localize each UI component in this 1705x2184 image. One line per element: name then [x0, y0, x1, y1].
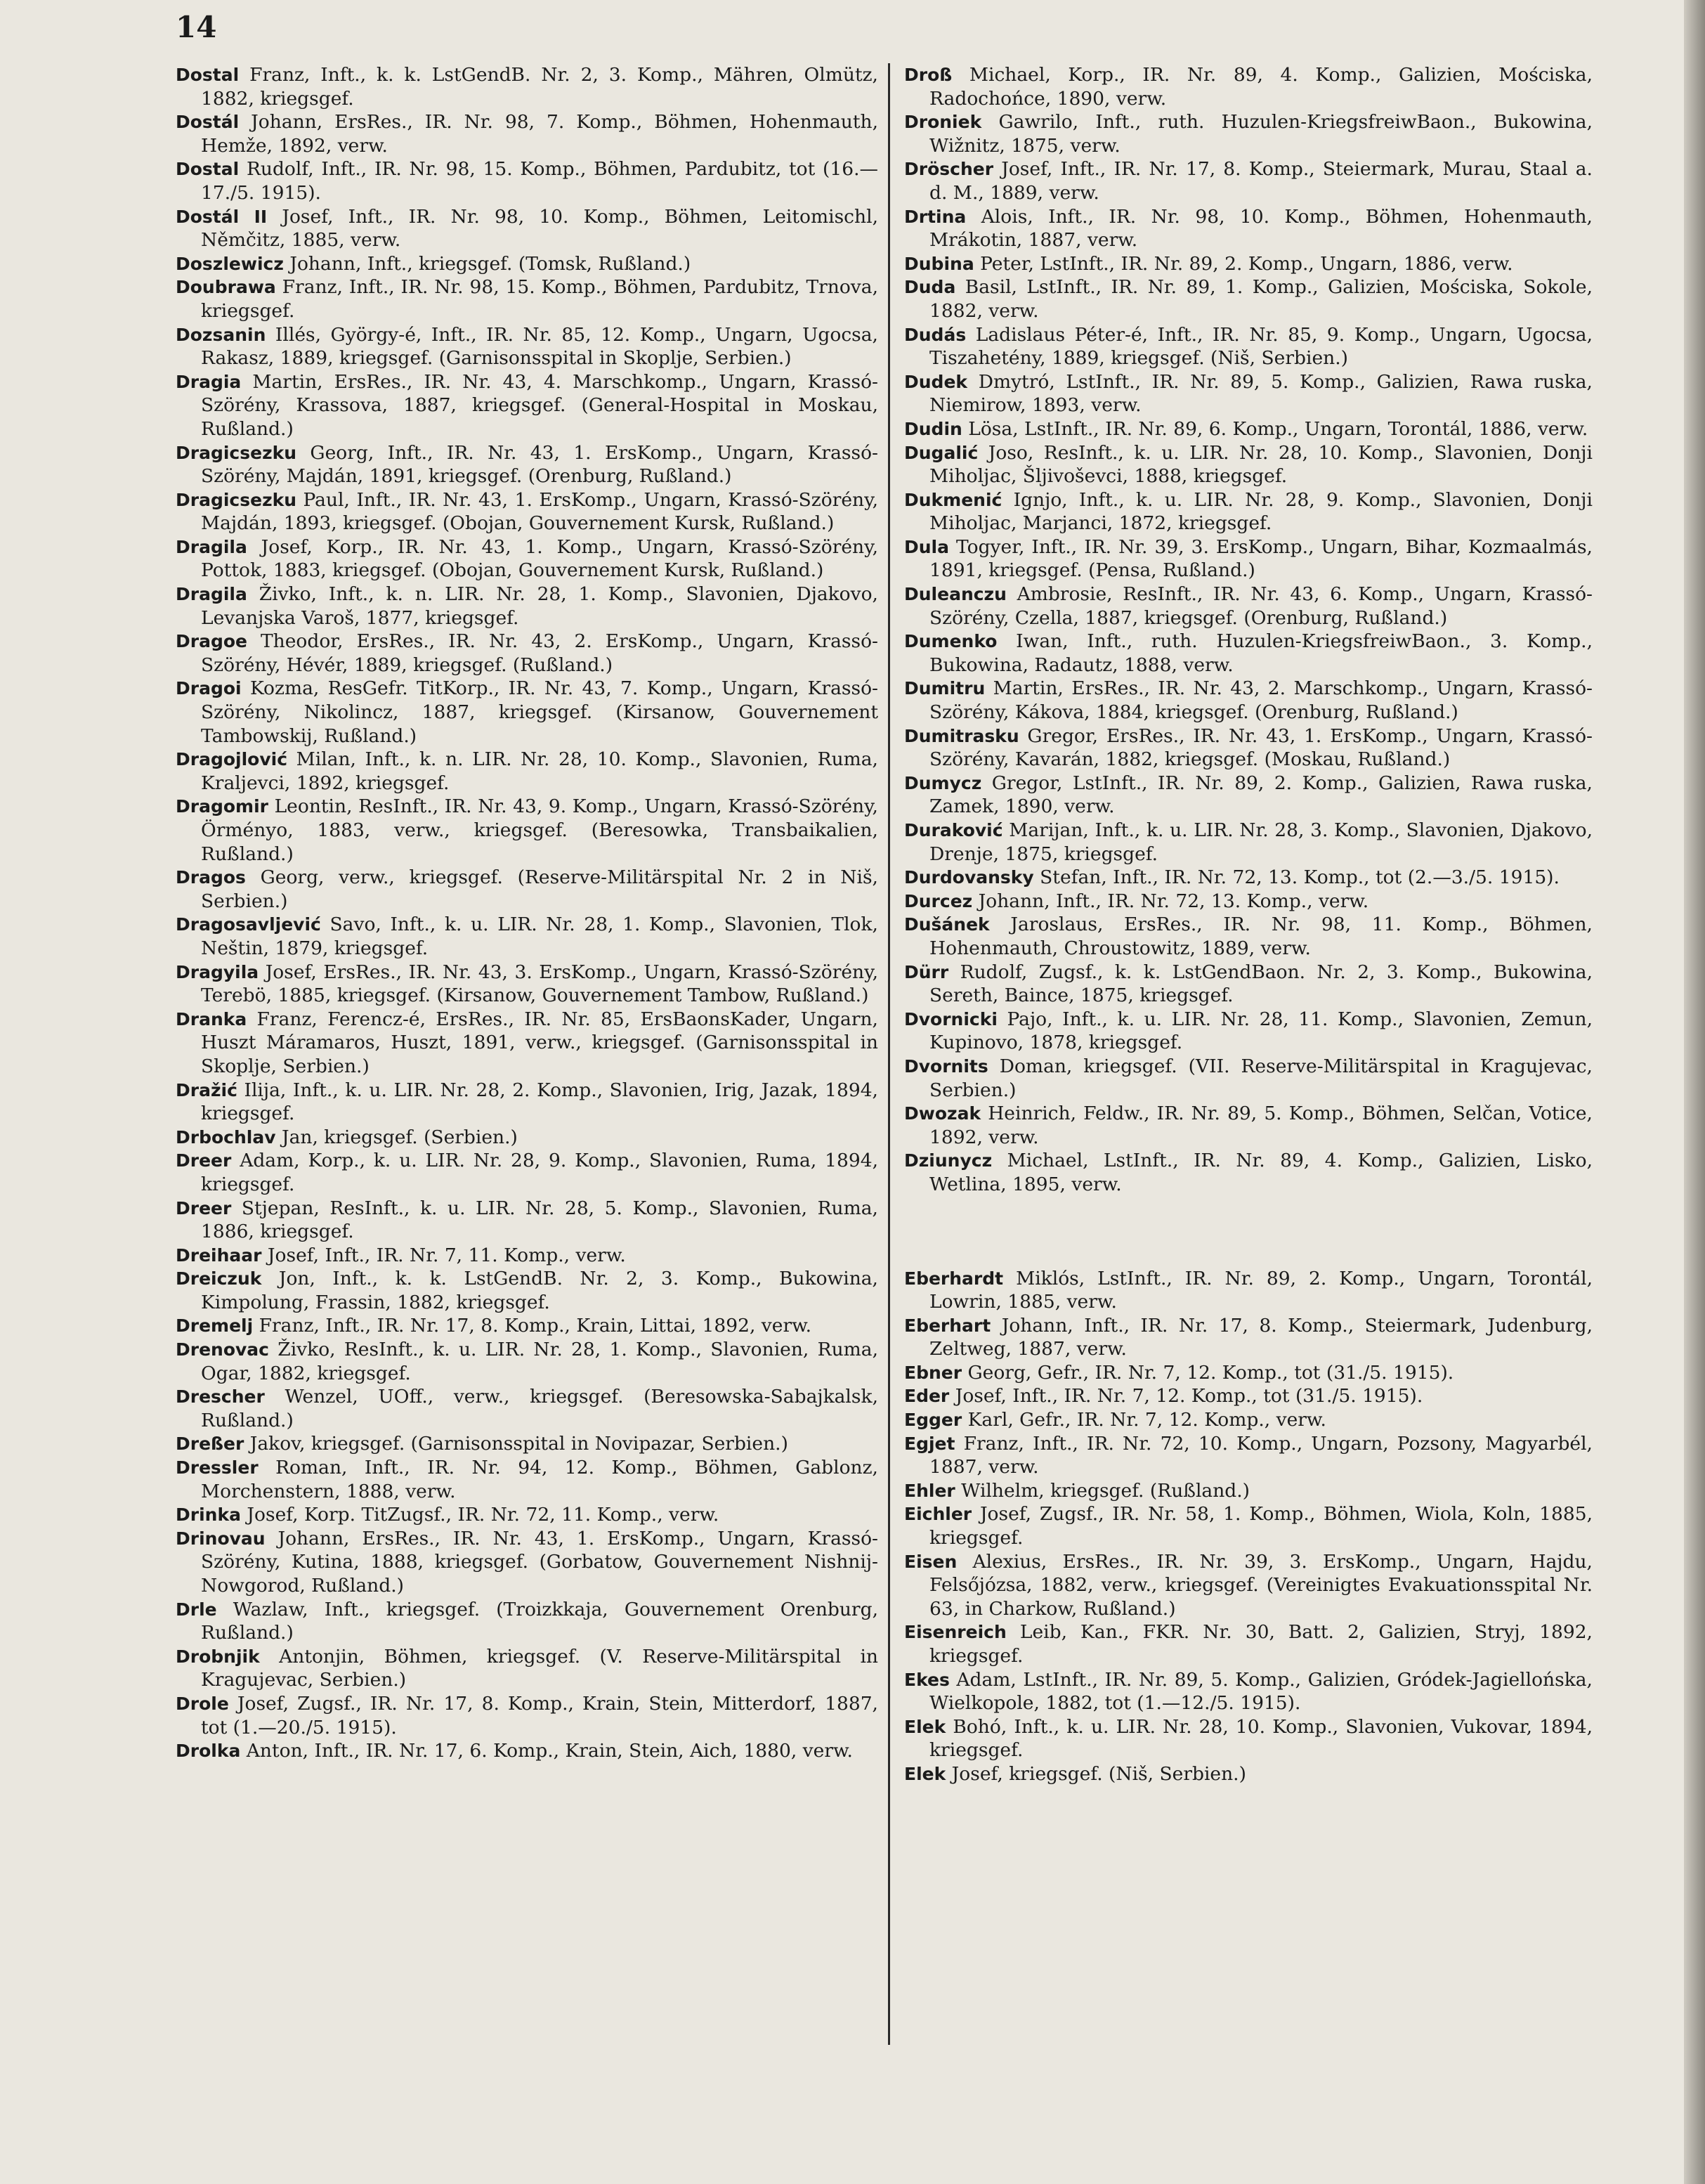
entry-details: Wazlaw, Inft., kriegsgef. (Troizkkaja, Gouvernement Orenburg, Rußland.) [201, 1598, 878, 1644]
entry-surname: Dranka [176, 1008, 247, 1029]
right-column-d-entries [904, 63, 1593, 1197]
entry-surname: Drinka [176, 1504, 241, 1526]
register-entry [904, 110, 1593, 157]
entry-details: Živko, Inft., k. n. LIR. Nr. 28, 1. Komp., Slavonien, Djakovo, Levanjska Varoš, 1877, kriegsgef. [201, 583, 878, 629]
register-entry [176, 1527, 878, 1598]
register-entry [176, 323, 878, 370]
entry-surname: Eisen [904, 1551, 958, 1572]
register-entry [176, 1385, 878, 1432]
entry-details: Franz, Ferencz-é, ErsRes., IR. Nr. 85, ErsBaonsKader, Ungarn, Huszt Máramaros, Huszt, 1891, verw., kriegsgef. (Garnisonsspital in Skoplje, Serbien.) [201, 1008, 878, 1077]
entry-details: Karl, Gefr., IR. Nr. 7, 12. Komp., verw. [967, 1409, 1326, 1431]
register-entry [176, 1503, 878, 1527]
entry-details: Michael, Korp., IR. Nr. 89, 4. Komp., Galizien, Mościska, Radochońce, 1890, verw. [929, 64, 1593, 110]
register-entry [904, 772, 1593, 819]
entry-details: Johann, Inft., IR. Nr. 17, 8. Komp., Steiermark, Judenburg, Zeltweg, 1887, verw. [929, 1314, 1593, 1360]
entry-details: Josef, kriegsgef. (Niš, Serbien.) [951, 1762, 1246, 1785]
entry-details: Dmytró, LstInft., IR. Nr. 89, 5. Komp., Galizien, Rawa ruska, Niemirow, 1893, verw. [929, 370, 1593, 417]
register-entry [904, 1055, 1593, 1102]
entry-details: Georg, Inft., IR. Nr. 43, 1. ErsKomp., Ungarn, Krassó-Szörény, Majdán, 1891, kriegsgef. (Orenburg, Rußland.) [201, 441, 878, 488]
entry-details: Antonjin, Böhmen, kriegsgef. (V. Reserve-Militärspital in Kragujevac, Serbien.) [201, 1645, 878, 1691]
entry-surname: Dragia [176, 371, 242, 392]
register-entry [176, 748, 878, 795]
entry-details: Leontin, ResInft., IR. Nr. 43, 9. Komp., Ungarn, Krassó-Szörény, Örményo, 1883, verw., kriegsgef. (Beresowka, Transbaikalien, Rußland.) [201, 795, 878, 865]
entry-surname: Dudás [904, 324, 967, 345]
register-entry [904, 583, 1593, 630]
entry-details: Georg, verw., kriegsgef. (Reserve-Militärspital Nr. 2 in Niš, Serbien.) [201, 866, 878, 912]
entry-details: Ilija, Inft., k. u. LIR. Nr. 28, 2. Komp., Slavonien, Irig, Jazak, 1894, kriegsgef. [201, 1079, 878, 1125]
entry-details: Illés, György-é, Inft., IR. Nr. 85, 12. Komp., Ungarn, Ugocsa, Rakasz, 1889, kriegsgef. (Garnisonsspital in Skoplje, Serbien.) [201, 323, 878, 370]
entry-details: Georg, Gefr., IR. Nr. 7, 12. Komp., tot (31./5. 1915). [967, 1361, 1454, 1384]
register-entry [904, 1361, 1593, 1385]
entry-details: Leib, Kan., FKR. Nr. 30, Batt. 2, Galizien, Stryj, 1892, kriegsgef. [929, 1621, 1593, 1667]
entry-details: Josef, Korp. TitZugsf., IR. Nr. 72, 11. Komp., verw. [247, 1504, 719, 1526]
entry-surname: Dziunycz [904, 1150, 993, 1171]
register-entry [176, 913, 878, 960]
entry-details: Basil, LstInft., IR. Nr. 89, 1. Komp., Galizien, Mościska, Sokole, 1882, verw. [929, 276, 1593, 322]
entry-details: Wilhelm, kriegsgef. (Rußland.) [961, 1479, 1250, 1502]
entry-details: Johann, Inft., kriegsgef. (Tomsk, Rußland.) [289, 252, 691, 275]
register-entry [904, 323, 1593, 370]
register-entry [176, 677, 878, 748]
entry-surname: Drbochlav [176, 1126, 276, 1148]
entry-details: Franz, Inft., k. k. LstGendB. Nr. 2, 3. Komp., Mähren, Olmütz, 1882, kriegsgef. [201, 64, 878, 110]
entry-surname: Dragomir [176, 796, 268, 817]
entry-surname: Dumenko [904, 631, 998, 652]
register-entry [176, 1244, 878, 1268]
entry-surname: Dreßer [176, 1434, 244, 1455]
entry-details: Bohó, Inft., k. u. LIR. Nr. 28, 10. Komp., Slavonien, Vukovar, 1894, kriegsgef. [929, 1715, 1593, 1762]
register-entry [176, 1645, 878, 1692]
entry-surname: Dudek [904, 371, 968, 392]
entry-surname: Dragyila [176, 961, 259, 982]
entry-details: Josef, Zugsf., IR. Nr. 17, 8. Komp., Krain, Stein, Mitterdorf, 1887, tot (1.—20./5. 1915). [201, 1692, 878, 1738]
section-gap [904, 1197, 1593, 1267]
entry-surname: Dumitrasku [904, 725, 1019, 746]
register-entry [904, 1149, 1593, 1196]
entry-details: Martin, ErsRes., IR. Nr. 43, 4. Marschkomp., Ungarn, Krassó-Szörény, Krassova, 1887, kriegsgef. (General-Hospital in Moskau, Rußland.) [201, 370, 878, 440]
entry-details: Jaroslaus, ErsRes., IR. Nr. 98, 11. Komp., Böhmen, Hohenmauth, Chroustowitz, 1889, verw. [929, 914, 1593, 959]
entry-surname: Dumitru [904, 678, 986, 699]
entry-details: Wenzel, UOff., verw., kriegsgef. (Beresowska-Sabajkalsk, Rußland.) [201, 1386, 878, 1431]
register-entry [904, 157, 1593, 204]
register-entry [904, 441, 1593, 488]
entry-surname: Doubrawa [176, 277, 276, 298]
register-entry [176, 157, 878, 204]
entry-details: Milan, Inft., k. n. LIR. Nr. 28, 10. Komp., Slavonien, Ruma, Kraljevci, 1892, kriegsgef. [201, 748, 878, 794]
entry-surname: Dreer [176, 1197, 232, 1218]
entry-surname: Doszlewicz [176, 253, 284, 274]
entry-details: Joso, ResInft., k. u. LIR. Nr. 28, 10. Komp., Slavonien, Donji Miholjac, Šljivoševci, 1888, kriegsgef. [929, 441, 1593, 488]
entry-details: Josef, Inft., IR. Nr. 7, 11. Komp., verw. [267, 1244, 626, 1266]
entry-surname: Dragoi [176, 678, 242, 699]
entry-details: Adam, LstInft., IR. Nr. 89, 5. Komp., Galizien, Gródek-Jagiellońska, Wielkopole, 1882, tot (1.—12./5. 1915). [929, 1668, 1593, 1715]
register-entry [904, 866, 1593, 890]
register-entry [176, 1432, 878, 1456]
entry-details: Gregor, LstInft., IR. Nr. 89, 2. Komp., Galizien, Rawa ruska, Zamek, 1890, verw. [929, 772, 1593, 818]
entry-surname: Dugalić [904, 442, 979, 463]
register-entry [904, 1267, 1593, 1314]
register-entry [176, 441, 878, 488]
entry-surname: Dwozak [904, 1103, 981, 1124]
entry-surname: Duraković [904, 820, 1003, 840]
entry-surname: Dostál II [176, 206, 268, 227]
column-divider [888, 63, 890, 2045]
register-entry [176, 1197, 878, 1244]
entry-details: Johann, ErsRes., IR. Nr. 43, 1. ErsKomp., Ungarn, Krassó-Szörény, Kutina, 1888, kriegsgef. (Gorbatow, Gouvernement Nishnij-Nowgorod, Rußland.) [201, 1527, 878, 1597]
register-entry [176, 583, 878, 630]
entry-details: Miklós, LstInft., IR. Nr. 89, 2. Komp., Ungarn, Torontál, Lowrin, 1885, verw. [929, 1267, 1593, 1313]
entry-surname: Dukmenić [904, 489, 1002, 510]
register-entry [176, 1079, 878, 1126]
register-entry [904, 535, 1593, 583]
register-entry [904, 1479, 1593, 1503]
entry-surname: Droniek [904, 112, 982, 133]
entry-surname: Drle [176, 1599, 217, 1620]
entry-details: Jakov, kriegsgef. (Garnisonsspital in Novipazar, Serbien.) [249, 1433, 788, 1455]
entry-surname: Dušánek [904, 914, 990, 935]
entry-details: Martin, ErsRes., IR. Nr. 43, 2. Marschkomp., Ungarn, Krassó-Szörény, Kákova, 1884, kriegsgef. (Orenburg, Rußland.) [929, 677, 1593, 724]
register-entry [176, 1598, 878, 1645]
register-entry [904, 370, 1593, 417]
entry-surname: Eder [904, 1386, 950, 1407]
register-entry [904, 252, 1593, 276]
entry-surname: Dremelj [176, 1315, 254, 1337]
entry-details: Josef, ErsRes., IR. Nr. 43, 3. ErsKomp., Ungarn, Krassó-Szörény, Terebö, 1885, kriegsgef. (Kirsanow, Gouvernement Tambow, Rußland.) [201, 961, 878, 1007]
register-entry [904, 275, 1593, 323]
entry-details: Živko, ResInft., k. u. LIR. Nr. 28, 1. Komp., Slavonien, Ruma, Ogar, 1882, kriegsgef. [201, 1339, 878, 1384]
register-entry [176, 1008, 878, 1079]
right-column-e-entries [904, 1267, 1593, 1786]
entry-surname: Drole [176, 1693, 229, 1714]
register-entry [176, 488, 878, 535]
entry-details: Josef, Zugsf., IR. Nr. 58, 1. Komp., Böhmen, Wiola, Koln, 1885, kriegsgef. [929, 1503, 1593, 1549]
entry-surname: Dudin [904, 418, 962, 439]
entry-surname: Drtina [904, 206, 967, 227]
entry-surname: Dražić [176, 1079, 237, 1100]
entry-surname: Dürr [904, 961, 949, 982]
entry-details: Ambrosie, ResInft., IR. Nr. 43, 6. Komp., Ungarn, Krassó-Szörény, Czella, 1887, kriegsgef. (Orenburg, Rußland.) [929, 583, 1593, 629]
entry-surname: Durcez [904, 890, 973, 911]
entry-details: Rudolf, Zugsf., k. k. LstGendBaon. Nr. 2, 3. Komp., Bukowina, Sereth, Baince, 1875, kriegsgef. [929, 961, 1593, 1007]
register-entry [904, 63, 1593, 110]
register-entry [176, 1739, 878, 1763]
entry-surname: Ebner [904, 1362, 962, 1383]
register-entry [904, 1102, 1593, 1149]
entry-surname: Dragosavljević [176, 914, 321, 935]
entry-details: Josef, Inft., IR. Nr. 7, 12. Komp., tot (31./5. 1915). [955, 1385, 1423, 1408]
entry-details: Heinrich, Feldw., IR. Nr. 89, 5. Komp., Böhmen, Selčan, Votice, 1892, verw. [929, 1103, 1593, 1148]
register-entry [904, 1384, 1593, 1408]
entry-surname: Dozsanin [176, 324, 266, 345]
entry-details: Marijan, Inft., k. u. LIR. Nr. 28, 3. Komp., Slavonien, Djakovo, Drenje, 1875, kriegsgef. [929, 819, 1593, 865]
register-entry [904, 417, 1593, 441]
entry-surname: Dragicsezku [176, 442, 297, 463]
entry-surname: Dvornicki [904, 1008, 998, 1029]
entry-details: Ignjo, Inft., k. u. LIR. Nr. 28, 9. Komp., Slavonien, Donji Miholjac, Marjanci, 1872, kriegsgef. [929, 488, 1593, 535]
entry-surname: Dressler [176, 1457, 259, 1478]
register-entry [904, 1432, 1593, 1479]
entry-surname: Dostál [176, 112, 240, 133]
entry-surname: Dostal [176, 65, 240, 85]
register-entry [176, 630, 878, 677]
register-entry [904, 488, 1593, 535]
register-entry [176, 961, 878, 1008]
page-number: 14 [176, 10, 217, 44]
register-entry [176, 1267, 878, 1314]
entry-details: Franz, Inft., IR. Nr. 72, 10. Komp., Ungarn, Pozsony, Magyarbél, 1887, verw. [929, 1432, 1593, 1478]
entry-surname: Duda [904, 277, 956, 298]
entry-surname: Dragoe [176, 631, 247, 652]
entry-details: Pajo, Inft., k. u. LIR. Nr. 28, 11. Komp., Slavonien, Zemun, Kupinovo, 1878, kriegsgef. [929, 1008, 1593, 1054]
entry-surname: Dreer [176, 1150, 232, 1171]
entry-surname: Eisenreich [904, 1622, 1007, 1643]
entry-details: Stefan, Inft., IR. Nr. 72, 13. Komp., tot (2.—3./5. 1915). [1040, 866, 1560, 889]
register-entry [176, 1126, 878, 1150]
entry-surname: Drescher [176, 1386, 265, 1408]
register-entry [904, 819, 1593, 866]
entry-surname: Dragicsezku [176, 489, 297, 510]
entry-surname: Duleanczu [904, 584, 1007, 605]
page-edge-shadow [1684, 0, 1705, 2184]
entry-details: Josef, Korp., IR. Nr. 43, 1. Komp., Ungarn, Krassó-Szörény, Pottok, 1883, kriegsgef. (Obojan, Gouvernement Kursk, Rußland.) [201, 535, 878, 582]
register-entry [904, 1550, 1593, 1621]
entry-surname: Dubina [904, 253, 974, 274]
entry-surname: Ehler [904, 1480, 955, 1501]
entry-surname: Drinovau [176, 1528, 266, 1549]
register-entry [904, 1668, 1593, 1715]
register-entry [176, 275, 878, 323]
register-entry [176, 63, 878, 110]
entry-details: Stjepan, ResInft., k. u. LIR. Nr. 28, 5. Komp., Slavonien, Ruma, 1886, kriegsgef. [201, 1197, 878, 1243]
entry-details: Johann, Inft., IR. Nr. 72, 13. Komp., verw. [978, 890, 1369, 912]
register-entry [176, 1149, 878, 1196]
entry-details: Michael, LstInft., IR. Nr. 89, 4. Komp., Galizien, Lisko, Wetlina, 1895, verw. [929, 1150, 1593, 1195]
register-entry [904, 1314, 1593, 1361]
entry-surname: Dostal [176, 159, 240, 180]
register-entry [176, 1314, 878, 1338]
entry-surname: Dragila [176, 584, 247, 605]
register-entry [176, 866, 878, 913]
entry-surname: Egjet [904, 1433, 955, 1454]
entry-surname: Dvornits [904, 1055, 988, 1077]
entry-details: Franz, Inft., IR. Nr. 17, 8. Komp., Krain, Littai, 1892, verw. [259, 1315, 812, 1337]
entry-surname: Dragila [176, 536, 247, 557]
register-entry [176, 1338, 878, 1385]
entry-surname: Drolka [176, 1741, 241, 1762]
register-entry [904, 961, 1593, 1008]
entry-details: Alexius, ErsRes., IR. Nr. 39, 3. ErsKomp., Ungarn, Hajdu, Felsőjózsa, 1882, verw., kriegsgef. (Vereinigtes Evakuationsspital Nr. 63, in Charkow, Rußland.) [929, 1550, 1593, 1620]
entry-details: Lösa, LstInft., IR. Nr. 89, 6. Komp., Ungarn, Torontál, 1886, verw. [968, 417, 1588, 440]
register-entry [904, 677, 1593, 724]
register-entry [904, 1502, 1593, 1549]
register-entry [176, 535, 878, 583]
entry-details: Rudolf, Inft., IR. Nr. 98, 15. Komp., Böhmen, Pardubitz, tot (16.—17./5. 1915). [201, 158, 878, 204]
entry-details: Josef, Inft., IR. Nr. 17, 8. Komp., Steiermark, Murau, Staal a. d. M., 1889, verw. [929, 158, 1593, 204]
entry-details: Theodor, ErsRes., IR. Nr. 43, 2. ErsKomp., Ungarn, Krassó-Szörény, Hévér, 1889, kriegsgef. (Rußland.) [201, 630, 878, 676]
register-entry [904, 913, 1593, 960]
entry-surname: Eberhart [904, 1315, 991, 1336]
entry-surname: Durdovansky [904, 867, 1034, 888]
entry-details: Togyer, Inft., IR. Nr. 39, 3. ErsKomp., Ungarn, Bihar, Kozmaalmás, 1891, kriegsgef. (Pensa, Rußland.) [929, 535, 1593, 582]
entry-details: Iwan, Inft., ruth. Huzulen-KriegsfreiwBaon., 3. Komp., Bukowina, Radautz, 1888, verw. [929, 630, 1593, 676]
register-entry [176, 252, 878, 276]
entry-details: Peter, LstInft., IR. Nr. 89, 2. Komp., Ungarn, 1886, verw. [980, 252, 1513, 275]
register-entry [176, 205, 878, 252]
entry-surname: Dröscher [904, 159, 994, 180]
register-entry [904, 1408, 1593, 1432]
register-entry [176, 1456, 878, 1503]
left-column [176, 63, 878, 1763]
entry-surname: Drobnjik [176, 1646, 260, 1667]
entry-surname: Eichler [904, 1504, 972, 1525]
register-entry [904, 724, 1593, 772]
entry-details: Gregor, ErsRes., IR. Nr. 43, 1. ErsKomp., Ungarn, Krassó-Szörény, Kavarán, 1882, kriegsgef. (Moskau, Rußland.) [929, 724, 1593, 771]
entry-surname: Dumycz [904, 772, 982, 793]
entry-surname: Drenovac [176, 1339, 269, 1360]
register-entry [176, 795, 878, 866]
entry-details: Doman, kriegsgef. (VII. Reserve-Militärspital in Kragujevac, Serbien.) [929, 1055, 1593, 1101]
entry-surname: Droß [904, 65, 953, 85]
register-entry [904, 1008, 1593, 1055]
entry-details: Kozma, ResGefr. TitKorp., IR. Nr. 43, 7. Komp., Ungarn, Krassó-Szörény, Nikolincz, 1887, kriegsgef. (Kirsanow, Gouvernement Tambowskij, Rußland.) [201, 677, 878, 747]
register-entry [904, 1762, 1593, 1786]
entry-surname: Eberhardt [904, 1268, 1004, 1289]
entry-details: Jon, Inft., k. k. LstGendB. Nr. 2, 3. Komp., Bukowina, Kimpolung, Frassin, 1882, kriegsgef. [201, 1268, 878, 1313]
entry-surname: Dreihaar [176, 1244, 262, 1266]
entry-details: Ladislaus Péter-é, Inft., IR. Nr. 85, 9. Komp., Ungarn, Ugocsa, Tiszahetény, 1889, kriegsgef. (Niš, Serbien.) [929, 323, 1593, 370]
entry-details: Alois, Inft., IR. Nr. 98, 10. Komp., Böhmen, Hohenmauth, Mrákotin, 1887, verw. [929, 205, 1593, 252]
entry-details: Jan, kriegsgef. (Serbien.) [281, 1126, 518, 1148]
entry-details: Anton, Inft., IR. Nr. 17, 6. Komp., Krain, Stein, Aich, 1880, verw. [246, 1740, 853, 1762]
entry-details: Adam, Korp., k. u. LIR. Nr. 28, 9. Komp., Slavonien, Ruma, 1894, kriegsgef. [201, 1150, 878, 1195]
register-entry [176, 370, 878, 441]
entry-details: Johann, ErsRes., IR. Nr. 98, 7. Komp., Böhmen, Hohenmauth, Hemže, 1892, verw. [201, 111, 878, 157]
register-entry [904, 1620, 1593, 1668]
entry-details: Roman, Inft., IR. Nr. 94, 12. Komp., Böhmen, Gablonz, Morchenstern, 1888, verw. [201, 1457, 878, 1502]
entry-surname: Dragos [176, 867, 246, 888]
register-entry [176, 1692, 878, 1739]
entry-surname: Dula [904, 536, 949, 557]
register-entry [904, 630, 1593, 677]
entry-surname: Egger [904, 1410, 962, 1431]
entry-details: Paul, Inft., IR. Nr. 43, 1. ErsKomp., Ungarn, Krassó-Szörény, Majdán, 1893, kriegsgef. (Obojan, Gouvernement Kursk, Rußland.) [201, 488, 878, 535]
register-entry [904, 1715, 1593, 1762]
register-entry [904, 890, 1593, 914]
entry-surname: Dragojlović [176, 749, 288, 770]
register-entry [176, 110, 878, 157]
entry-details: Savo, Inft., k. u. LIR. Nr. 28, 1. Komp., Slavonien, Tlok, Neštin, 1879, kriegsgef. [201, 914, 878, 959]
entry-surname: Ekes [904, 1669, 950, 1690]
entry-surname: Dreiczuk [176, 1268, 262, 1289]
entry-surname: Elek [904, 1716, 946, 1737]
register-entry [904, 205, 1593, 252]
entry-details: Gawrilo, Inft., ruth. Huzulen-KriegsfreiwBaon., Bukowina, Wižnitz, 1875, verw. [929, 111, 1593, 157]
entry-details: Josef, Inft., IR. Nr. 98, 10. Komp., Böhmen, Leitomischl, Němčitz, 1885, verw. [201, 205, 878, 252]
entry-details: Franz, Inft., IR. Nr. 98, 15. Komp., Böhmen, Pardubitz, Trnova, kriegsgef. [201, 276, 878, 322]
right-column [904, 63, 1593, 1786]
entry-surname: Elek [904, 1763, 946, 1784]
